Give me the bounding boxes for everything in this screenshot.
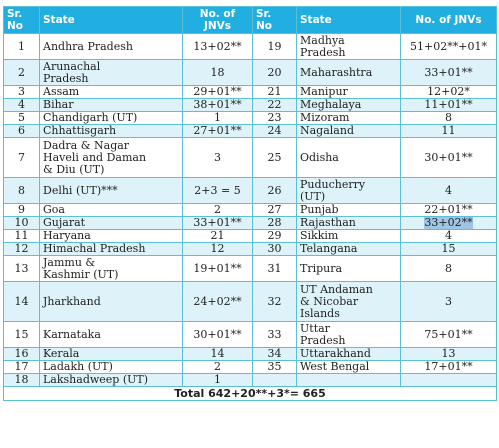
sr-no-cell: 26	[253, 178, 297, 204]
state-cell: Delhi (UT)***	[40, 178, 183, 204]
state-cell: Assam	[40, 86, 183, 99]
sr-no-cell: 29	[253, 230, 297, 243]
state-cell: Kerala	[40, 348, 183, 361]
jnv-count-cell: 19+01**	[183, 256, 253, 282]
highlighted-value: 33+02**	[424, 216, 473, 229]
state-cell: Arunachal Pradesh	[40, 60, 183, 86]
state-cell: Goa	[40, 204, 183, 217]
state-cell: Uttarakhand	[297, 348, 401, 361]
jnv-count-cell: 2	[183, 361, 253, 374]
jnv-count-cell: 27+01**	[183, 125, 253, 138]
sr-no-cell: 24	[253, 125, 297, 138]
jnv-count-cell: 30+01**	[401, 138, 497, 178]
state-cell: Mizoram	[297, 112, 401, 125]
jnv-count-cell: 14	[183, 348, 253, 361]
sr-no-cell: 33	[253, 322, 297, 348]
jnv-count-cell: 3	[401, 282, 497, 322]
jnv-count-cell: 38+01**	[183, 99, 253, 112]
state-cell: Haryana	[40, 230, 183, 243]
header-jnvs: No. of JNVs	[183, 7, 253, 34]
jnv-count-cell: 11+01**	[401, 99, 497, 112]
state-cell: Jammu & Kashmir (UT)	[40, 256, 183, 282]
state-cell: Maharashtra	[297, 60, 401, 86]
table-row	[4, 282, 497, 322]
sr-no-cell: 21	[253, 86, 297, 99]
jnv-count-cell: 1	[183, 112, 253, 125]
table-row	[4, 34, 497, 60]
table-row	[4, 60, 497, 86]
state-cell: Bihar	[40, 99, 183, 112]
jnv-count-cell: 8	[401, 112, 497, 125]
state-cell: Jharkhand	[40, 282, 183, 322]
table-row	[4, 322, 497, 348]
jnv-count-cell: 33+01**	[183, 217, 253, 230]
state-cell: Dadra & Nagar Haveli and Daman & Diu (UT)	[40, 138, 183, 178]
sr-no-cell: 18	[4, 374, 40, 387]
state-cell: Himachal Pradesh	[40, 243, 183, 256]
state-cell: Chandigarh (UT)	[40, 112, 183, 125]
table-row	[4, 112, 497, 125]
header-jnvs-2: No. of JNVs	[401, 7, 497, 34]
jnv-count-cell: 13+02**	[183, 34, 253, 60]
sr-no-cell: 7	[4, 138, 40, 178]
jnv-count-cell: 51+02**+01*	[401, 34, 497, 60]
sr-no-cell: 32	[253, 282, 297, 322]
state-cell: Chhattisgarh	[40, 125, 183, 138]
table-row	[4, 374, 497, 387]
sr-no-cell: 16	[4, 348, 40, 361]
state-cell: Ladakh (UT)	[40, 361, 183, 374]
jnv-count-cell: 24+02**	[183, 282, 253, 322]
state-cell: Gujarat	[40, 217, 183, 230]
jnv-count-cell: 1	[183, 374, 253, 387]
sr-no-cell: 1	[4, 34, 40, 60]
total-row: Total 642+20**+3*= 665	[4, 387, 497, 401]
jnv-count-cell: 15	[401, 243, 497, 256]
jnv-count-cell: 17+01**	[401, 361, 497, 374]
sr-no-cell: 20	[253, 60, 297, 86]
sr-no-cell	[253, 374, 297, 387]
jnv-count-cell: 4	[401, 230, 497, 243]
sr-no-cell: 3	[4, 86, 40, 99]
state-cell: Odisha	[297, 138, 401, 178]
table-row	[4, 204, 497, 217]
jnv-count-cell	[401, 217, 497, 230]
sr-no-cell: 31	[253, 256, 297, 282]
jnv-count-cell: 30+01**	[183, 322, 253, 348]
sr-no-cell: 2	[4, 60, 40, 86]
jnv-count-cell: 21	[183, 230, 253, 243]
state-cell: Punjab	[297, 204, 401, 217]
sr-no-cell: 4	[4, 99, 40, 112]
state-cell: Telangana	[297, 243, 401, 256]
state-cell: Meghalaya	[297, 99, 401, 112]
header-state-2: State	[297, 7, 401, 34]
table-row	[4, 125, 497, 138]
jnv-count-cell: 75+01**	[401, 322, 497, 348]
sr-no-cell: 19	[253, 34, 297, 60]
table-row	[4, 138, 497, 178]
sr-no-cell: 17	[4, 361, 40, 374]
state-cell: Rajasthan	[297, 217, 401, 230]
header-sr-no-2: Sr. No	[253, 7, 297, 34]
sr-no-cell: 30	[253, 243, 297, 256]
sr-no-cell: 11	[4, 230, 40, 243]
header-state: State	[40, 7, 183, 34]
table-row	[4, 256, 497, 282]
header-sr-no: Sr. No	[4, 7, 40, 34]
jnv-count-cell: 4	[401, 178, 497, 204]
table-row	[4, 243, 497, 256]
jnv-count-cell: 8	[401, 256, 497, 282]
sr-no-cell: 35	[253, 361, 297, 374]
jnv-count-cell: 3	[183, 138, 253, 178]
state-cell: Sikkim	[297, 230, 401, 243]
table-header	[4, 7, 497, 34]
state-cell: Andhra Pradesh	[40, 34, 183, 60]
state-cell: UT Andaman & Nicobar Islands	[297, 282, 401, 322]
state-cell: Manipur	[297, 86, 401, 99]
jnv-count-cell: 12	[183, 243, 253, 256]
jnv-count-cell: 33+01**	[401, 60, 497, 86]
sr-no-cell: 13	[4, 256, 40, 282]
table-row	[4, 361, 497, 374]
table-body	[4, 34, 497, 387]
sr-no-cell: 34	[253, 348, 297, 361]
table-row	[4, 217, 497, 230]
state-cell: Karnataka	[40, 322, 183, 348]
sr-no-cell: 12	[4, 243, 40, 256]
sr-no-cell: 22	[253, 99, 297, 112]
sr-no-cell: 9	[4, 204, 40, 217]
sr-no-cell: 23	[253, 112, 297, 125]
jnv-count-cell: 2+3 = 5	[183, 178, 253, 204]
sr-no-cell: 5	[4, 112, 40, 125]
jnv-count-cell: 29+01**	[183, 86, 253, 99]
table-row	[4, 348, 497, 361]
sr-no-cell: 28	[253, 217, 297, 230]
state-cell: Tripura	[297, 256, 401, 282]
table-row	[4, 230, 497, 243]
state-cell: Nagaland	[297, 125, 401, 138]
sr-no-cell: 8	[4, 178, 40, 204]
table-row	[4, 178, 497, 204]
jnv-count-cell: 13	[401, 348, 497, 361]
sr-no-cell: 6	[4, 125, 40, 138]
sr-no-cell: 14	[4, 282, 40, 322]
state-cell: Uttar Pradesh	[297, 322, 401, 348]
state-cell: Lakshadweep (UT)	[40, 374, 183, 387]
sr-no-cell: 15	[4, 322, 40, 348]
jnv-count-cell: 2	[183, 204, 253, 217]
jnv-count-cell	[401, 374, 497, 387]
state-cell: Puducherry (UT)	[297, 178, 401, 204]
state-cell	[297, 374, 401, 387]
jnv-count-cell: 12+02*	[401, 86, 497, 99]
table-row	[4, 99, 497, 112]
table-row	[4, 86, 497, 99]
jnv-count-cell: 22+01**	[401, 204, 497, 217]
jnv-count-cell: 11	[401, 125, 497, 138]
sr-no-cell: 27	[253, 204, 297, 217]
sr-no-cell: 25	[253, 138, 297, 178]
jnv-count-cell: 18	[183, 60, 253, 86]
sr-no-cell: 10	[4, 217, 40, 230]
jnv-table	[3, 6, 497, 401]
state-cell: Madhya Pradesh	[297, 34, 401, 60]
state-cell: West Bengal	[297, 361, 401, 374]
